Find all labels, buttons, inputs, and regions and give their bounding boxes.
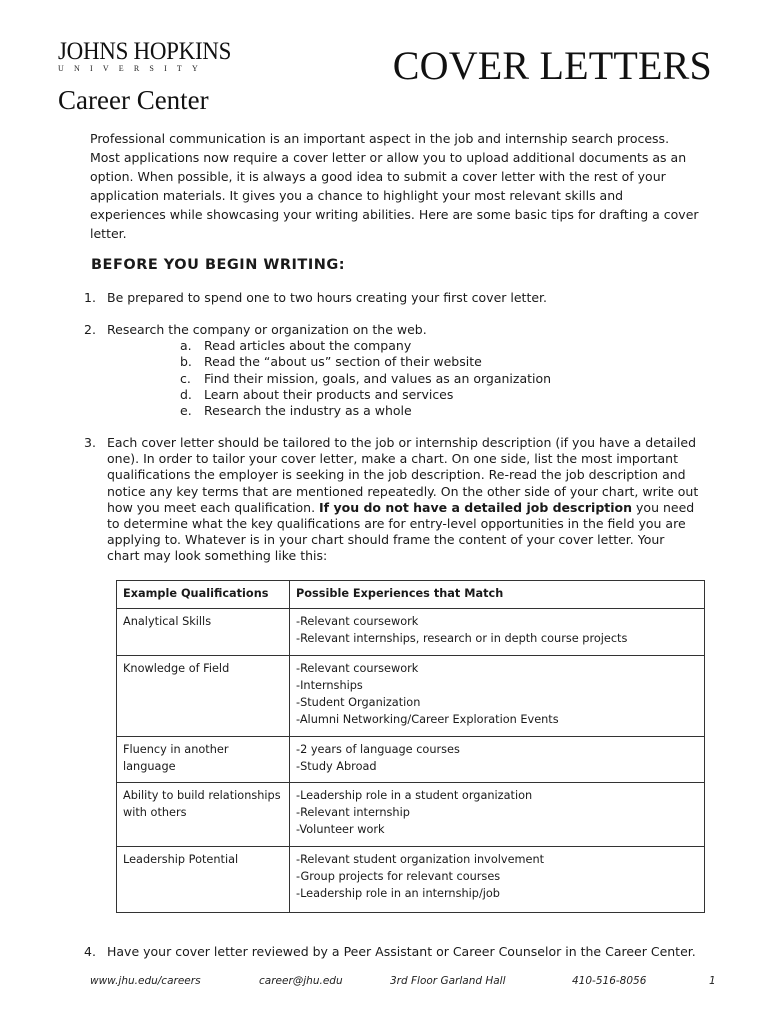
footer-phone: 410-516-8056 — [572, 975, 647, 987]
table-header-row — [117, 581, 705, 609]
sublist-item: d. Learn about their products and services — [180, 386, 454, 402]
step-3 — [84, 435, 699, 565]
experiences-cell: -2 years of language courses -Study Abroad — [290, 737, 705, 783]
research-sublist — [107, 338, 699, 419]
sublist-item: c. Find their mission, goals, and values as an organization — [180, 370, 552, 386]
footer-website: www.jhu.edu/careers — [90, 975, 201, 987]
page-footer — [0, 975, 768, 991]
sublist-item: b. Read the “about us” section of their website — [180, 354, 482, 370]
qualification-cell: Analytical Skills — [117, 609, 290, 656]
qualification-cell: Leadership Potential — [117, 847, 290, 913]
emphasis-text: If you do not have a detailed job description — [319, 499, 633, 515]
step-1 — [84, 290, 699, 306]
experiences-cell: -Relevant student organization involvement -Group projects for relevant courses -Leadership role in an internship/job — [290, 847, 705, 913]
experiences-cell: -Leadership role in a student organization -Relevant internship -Volunteer work — [290, 783, 705, 847]
table-row — [117, 609, 705, 656]
logo-sub: UNIVERSITY — [58, 64, 208, 73]
sublist-item: a. Read articles about the company — [180, 338, 412, 354]
column-header: Possible Experiences that Match — [290, 581, 705, 609]
step-text: Research the company or organization on the web. — [107, 322, 427, 337]
logo-name: JOHNS HOPKINS — [58, 36, 232, 65]
table-row — [117, 847, 705, 913]
table-row — [117, 783, 705, 847]
step-2 — [84, 322, 699, 419]
step-number: 4. — [84, 944, 96, 959]
document-title: COVER LETTERS — [392, 43, 712, 88]
qualification-cell: Fluency in another language — [117, 737, 290, 783]
footer-email: career@jhu.edu — [259, 975, 343, 987]
step-4 — [84, 944, 699, 960]
university-logo — [58, 38, 231, 116]
page-number: 1 — [709, 975, 716, 987]
qualification-cell: Ability to build relationships with others — [117, 783, 290, 847]
section-heading: BEFORE YOU BEGIN WRITING: — [91, 257, 346, 273]
footer-location: 3rd Floor Garland Hall — [390, 975, 506, 987]
experiences-cell: -Relevant coursework -Internships -Student Organization -Alumni Networking/Career Exploration Events — [290, 656, 705, 737]
step-text: Have your cover letter reviewed by a Peer Assistant or Career Counselor in the Career Center. — [107, 944, 696, 959]
experiences-cell: -Relevant coursework -Relevant internships, research or in depth course projects — [290, 609, 705, 656]
department-name: Career Center — [58, 85, 209, 115]
column-header: Example Qualifications — [117, 581, 290, 609]
intro-paragraph: Professional communication is an important aspect in the job and internship search process. Most applications now require a cover letter or allow you to upload additional documents as an option. When possible, it is always a good idea to submit a cover letter with the rest of your application materials. It gives you a chance to highlight your most relevant skills and experiences while showcasing your writing abilities. Here are some basic tips for drafting a cover letter. — [90, 131, 699, 241]
sublist-item: e. Research the industry as a whole — [180, 403, 412, 419]
step-text: Each cover letter should be tailored to the job or internship description (if you have a detailed one). In order to tailor your cover letter, make a chart. On one side, list the most important qualifications the employer is seeking in the job description. Re-read the job description and notice any key terms that are mentioned repeatedly. On the other side of your chart, write out how you meet each qualification. If you do not have a detailed job description you need to determine what the key qualifications are for entry-level opportunities in the field you are applying to. Whatever is in your chart should frame the content of your cover letter. Your chart may look something like this: — [107, 435, 699, 564]
qualifications-chart — [116, 580, 705, 913]
table-row — [117, 737, 705, 783]
qualification-cell: Knowledge of Field — [117, 656, 290, 737]
step-number: 2. — [84, 322, 96, 337]
step-text: Be prepared to spend one to two hours creating your first cover letter. — [107, 290, 548, 305]
step-number: 3. — [84, 435, 96, 450]
step-number: 1. — [84, 290, 96, 305]
table-row — [117, 656, 705, 737]
